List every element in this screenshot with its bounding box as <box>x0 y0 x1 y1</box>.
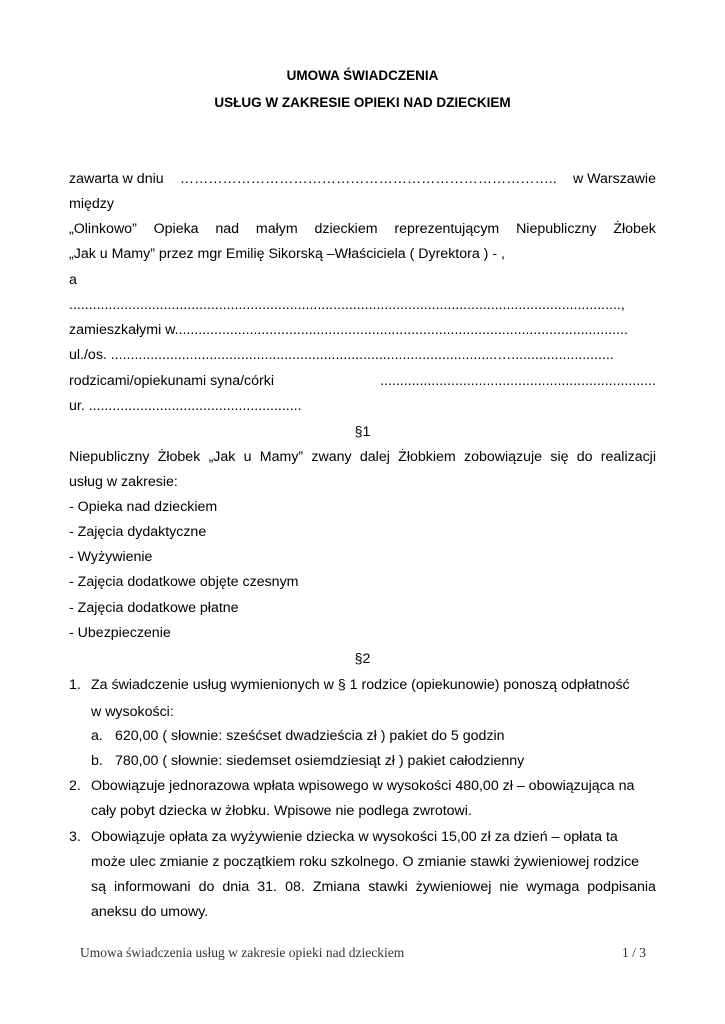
parents-dots: ...................................................................... <box>380 373 656 389</box>
party1-line2: „Jak u Mamy” przez mgr Emilię Sikorską –Właściciela ( Dyrektora ) - , <box>69 246 505 262</box>
paragraph3-line1: Obowiązuje opłata za wyżywienie dziecka w wysokości 15,00 zł za dzień – opłata ta <box>91 829 618 845</box>
list-item: - Zajęcia dodatkowe objęte czesnym <box>69 574 299 590</box>
list-item: - Zajęcia dydaktyczne <box>69 524 207 540</box>
section1-word: dalej <box>359 449 390 465</box>
residing-line: zamieszkałymi w................................................................................................................... <box>69 322 628 338</box>
party1-word: małym <box>255 221 298 237</box>
section2-heading: §2 <box>354 651 371 667</box>
paragraph1-line1: Za świadczenie usług wymienionych w § 1 rodzice (opiekunowie) ponoszą odpłatność <box>91 677 630 693</box>
and-text: a <box>69 272 77 288</box>
paragraph1-number: 1. <box>69 677 81 693</box>
paragraph3-word: 08. <box>285 879 305 895</box>
paragraph3-word: są <box>91 879 106 895</box>
paragraph3-word: stawki <box>368 879 408 895</box>
concluded-label: zawarta w dniu <box>69 171 164 187</box>
between-text: między <box>69 196 114 212</box>
list-item: - Wyżywienie <box>69 549 153 565</box>
paragraph3-word: wymaga <box>526 879 580 895</box>
concluded-line <box>69 170 656 188</box>
parents-label: rodzicami/opiekunami syna/córki <box>69 373 275 389</box>
section1-text-line2: usług w zakresie: <box>69 474 178 490</box>
concluded-place: w Warszawie <box>572 171 656 187</box>
party2-dots-line: ............................................................................................................................................, <box>69 297 625 313</box>
list-item: - Ubezpieczenie <box>69 625 171 641</box>
party1-word: reprezentującym <box>394 221 500 237</box>
section1-word: się <box>550 449 569 465</box>
option-a-label: a. <box>91 728 103 744</box>
party1-word: „Olinkowo” <box>69 221 137 237</box>
paragraph3-line4: aneksu do umowy. <box>91 904 209 920</box>
paragraph1-line2: w wysokości: <box>91 704 174 720</box>
paragraph2-number: 2. <box>69 778 81 794</box>
party1-line1 <box>69 220 656 238</box>
paragraph2-line2: cały pobyt dziecka w żłobku. Wpisowe nie podlega zwrotowi. <box>91 803 472 819</box>
section1-word: Żłobek <box>157 449 201 465</box>
paragraph3-word: do <box>198 879 215 895</box>
party1-word: Żłobek <box>613 221 656 237</box>
list-item: - Zajęcia dodatkowe płatne <box>69 600 239 616</box>
born-line: ur. ...................................................... <box>69 398 302 414</box>
party1-word: dzieckiem <box>314 221 378 237</box>
footer-title: Umowa świadczenia usług w zakresie opieki nad dzieckiem <box>80 945 405 960</box>
parents-line <box>69 372 656 390</box>
option-a-text: 620,00 ( słownie: sześćset dwadzieścia zł ) pakiet do 5 godzin <box>115 728 505 744</box>
section1-word: Żłobkiem <box>398 449 456 465</box>
concluded-dots: …………………………………………………………………….. <box>179 171 557 187</box>
paragraph3-word: informowani <box>114 879 191 895</box>
party1-word: Niepubliczny <box>516 221 597 237</box>
paragraph3-line2: może ulec zmianie z początkiem roku szkolnego. O zmianie stawki żywieniowej rodzice <box>91 854 640 870</box>
section1-word: realizacji <box>600 449 656 465</box>
section1-word: „Jak <box>208 449 236 465</box>
list-item: - Opieka nad dzieckiem <box>69 499 218 515</box>
section1-word: do <box>576 449 593 465</box>
paragraph3-line3 <box>91 878 656 896</box>
paragraph2-line1: Obowiązuje jednorazowa wpłata wpisowego w wysokości 480,00 zł – obowiązująca na <box>91 778 635 794</box>
paragraph3-word: żywieniowej <box>415 879 492 895</box>
paragraph3-word: Zmiana <box>312 879 361 895</box>
document-title-line2: USŁUG W ZAKRESIE OPIEKI NAD DZIECKIEM <box>214 95 511 110</box>
section1-word: Niepubliczny <box>69 449 150 465</box>
section1-word: u <box>243 449 252 465</box>
party1-word: Opieka <box>153 221 199 237</box>
document-title-line1: UMOWA ŚWIADCZENIA <box>286 68 439 83</box>
section1-word: zobowiązuje <box>463 449 543 465</box>
section1-word: zwany <box>311 449 352 465</box>
option-b-text: 780,00 ( słownie: siedemset osiemdziesiąt zł ) pakiet całodzienny <box>115 753 525 769</box>
paragraph3-word: nie <box>499 879 519 895</box>
party1-word: nad <box>215 221 240 237</box>
paragraph3-word: 31. <box>257 879 278 895</box>
paragraph3-word: dnia <box>222 879 250 895</box>
section1-word: Mamy” <box>259 449 304 465</box>
section1-heading: §1 <box>354 424 371 440</box>
paragraph3-word: podpisania <box>587 879 656 895</box>
page-number: 1 / 3 <box>622 945 647 960</box>
option-b-label: b. <box>91 753 103 769</box>
street-line: ul./os. ..................................................................................................….......................... <box>69 347 614 363</box>
section1-text-line1 <box>69 448 656 466</box>
paragraph3-number: 3. <box>69 829 81 845</box>
